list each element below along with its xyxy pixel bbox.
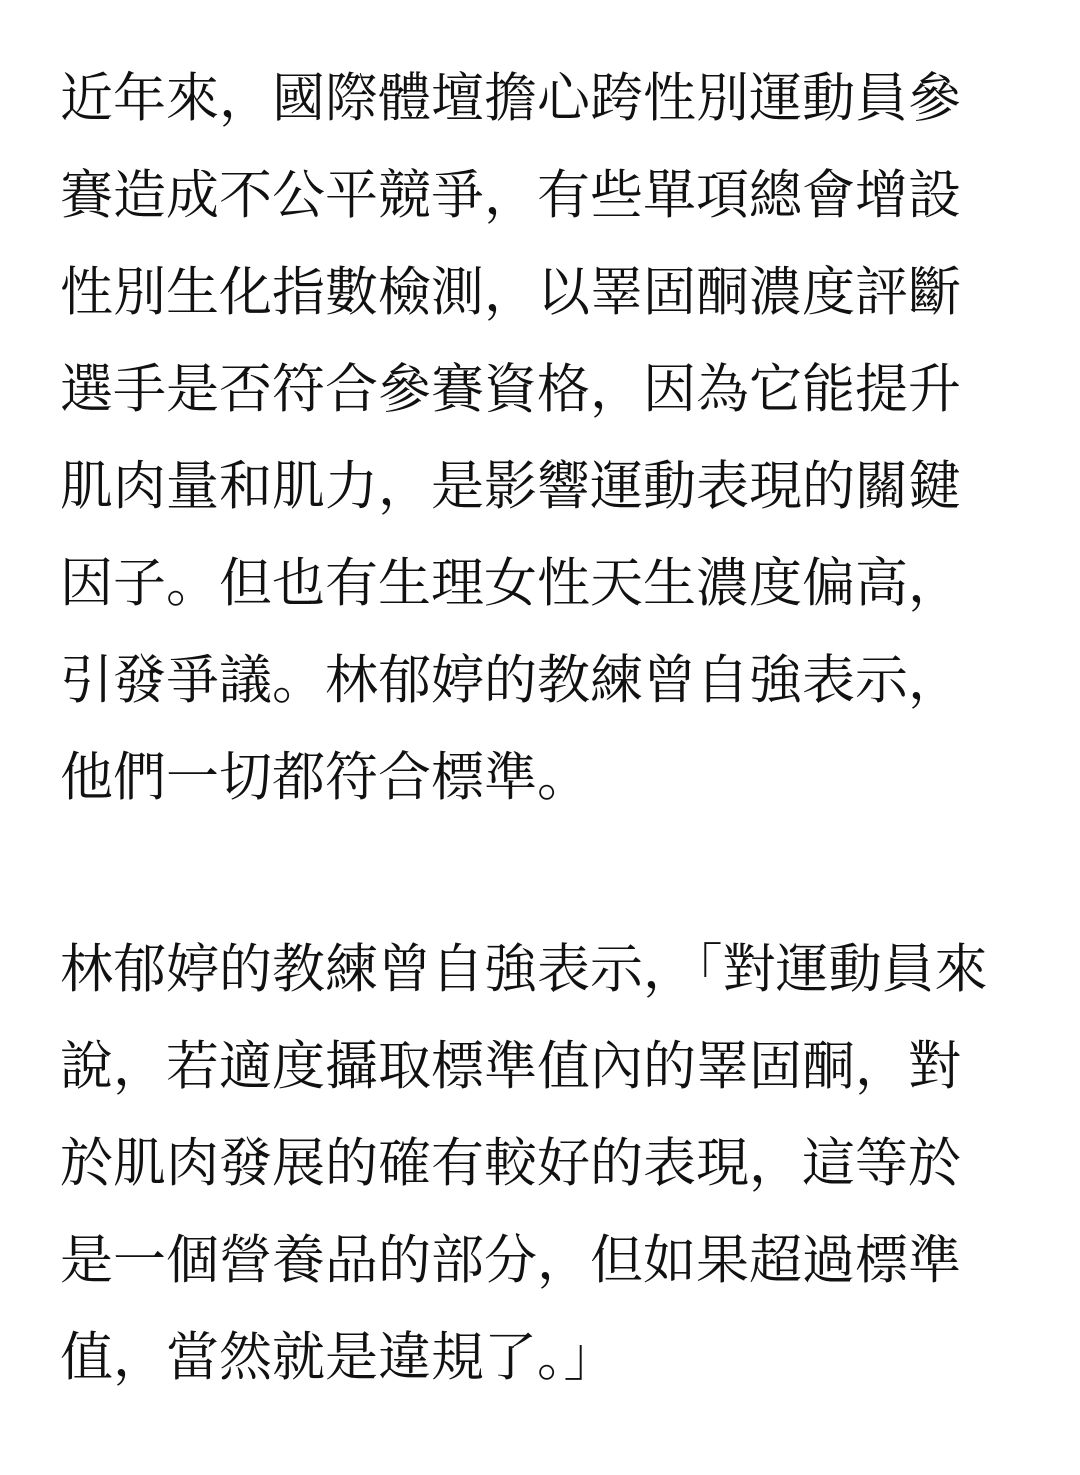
paragraph-spacer <box>60 826 1020 921</box>
paragraph-line: 值，當然就是違規了。」 <box>60 1327 617 1388</box>
paragraph-line: 賽造成不公平競爭，有些單項總會增設 <box>60 165 961 226</box>
article-body <box>60 50 1020 1406</box>
article-paragraph-1 <box>60 50 1020 826</box>
paragraph-line: 選手是否符合參賽資格，因為它能提升 <box>60 359 961 420</box>
paragraph-line: 因子。但也有生理女性天生濃度偏高， <box>60 553 961 614</box>
paragraph-line: 他們一切都符合標準。 <box>60 747 590 808</box>
article-paragraph-2 <box>60 921 1020 1406</box>
paragraph-line: 是一個營養品的部分，但如果超過標準 <box>60 1230 961 1291</box>
paragraph-line: 性別生化指數檢測，以睪固酮濃度評斷 <box>60 262 961 323</box>
paragraph-line: 說，若適度攝取標準值內的睪固酮，對 <box>60 1036 961 1097</box>
paragraph-line: 林郁婷的教練曾自強表示，「對運動員來 <box>60 939 988 1000</box>
paragraph-line: 近年來，國際體壇擔心跨性別運動員參 <box>60 68 961 129</box>
paragraph-line: 引發爭議。林郁婷的教練曾自強表示， <box>60 650 961 711</box>
paragraph-line: 於肌肉發展的確有較好的表現，這等於 <box>60 1133 961 1194</box>
paragraph-line: 肌肉量和肌力，是影響運動表現的關鍵 <box>60 456 961 517</box>
